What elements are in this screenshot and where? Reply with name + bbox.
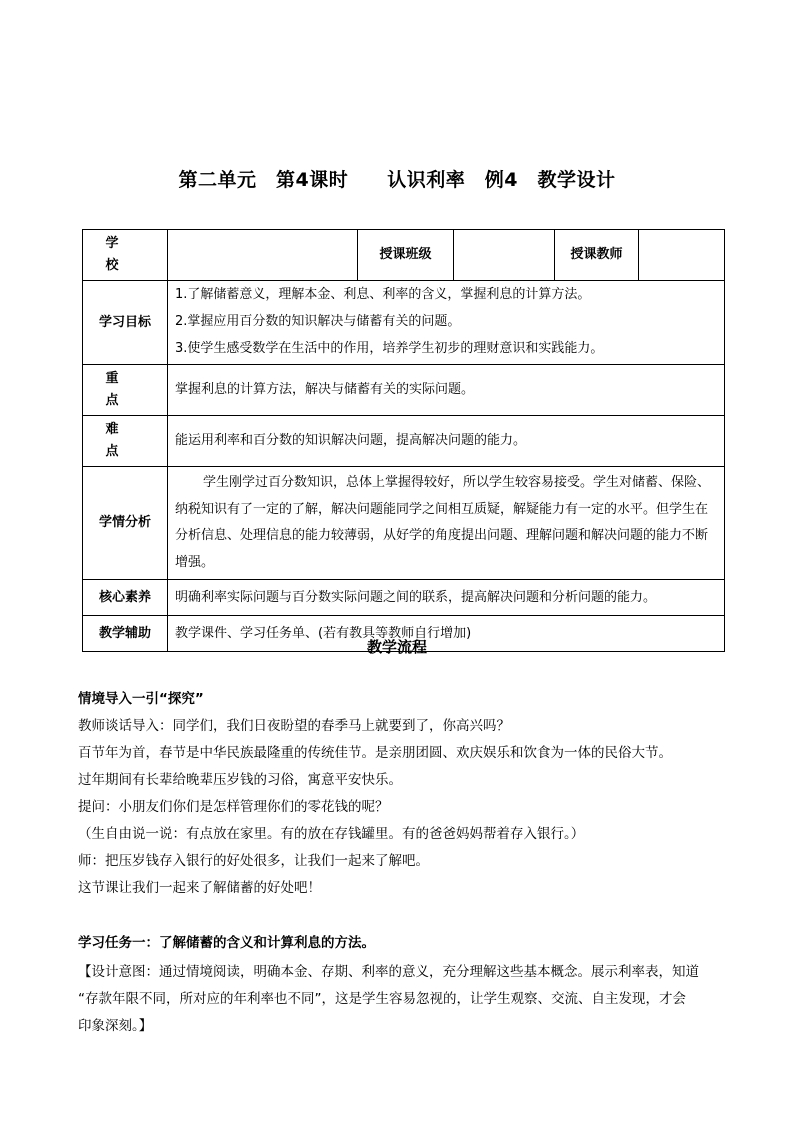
table-row-key <box>83 365 725 416</box>
intro-line: 提问：小朋友们你们是怎样管理你们的零花钱的呢？ <box>78 799 389 815</box>
objective-item: 1.了解储蓄意义，理解本金、利息、利率的含义，掌握利息的计算方法。 <box>175 287 591 302</box>
table-row-literacy <box>83 580 725 616</box>
intro-line: （生自由说一说：有点放在家里。有的放在存钱罐里。有的爸爸妈妈帮着存入银行。） <box>78 826 585 842</box>
teacher-value-cell[interactable] <box>639 230 725 281</box>
objectives-label: 学习目标 <box>83 281 168 365</box>
key-point-value: 掌握利息的计算方法，解决与储蓄有关的实际问题。 <box>168 365 725 416</box>
table-row-objectives <box>83 281 725 365</box>
task1-section <box>78 930 738 1040</box>
difficulty-label: 难点 <box>83 416 168 467</box>
aids-value: 教学课件、学习任务单、(若有教具等教师自行增加) <box>168 616 725 652</box>
process-title: 教学流程 <box>366 638 427 656</box>
table-row-difficulty <box>83 416 725 467</box>
table-row-header <box>83 230 725 281</box>
school-label: 学校 <box>83 230 168 281</box>
teacher-label: 授课教师 <box>555 230 639 281</box>
design-intent-line: “存款年限不同，所对应的年利率也不同”，这是学生容易忽视的，让学生观察、交流、自主发现，才会 <box>78 991 686 1007</box>
design-intent-line: 【设计意图：通过情境阅读，明确本金、存期、利率的意义，充分理解这些基本概念。展示利率表，知道 <box>78 964 699 980</box>
intro-line: 这节课让我们一起来了解储蓄的好处吧！ <box>78 880 321 896</box>
lesson-info-table <box>82 229 725 652</box>
task1-heading: 学习任务一：了解储蓄的含义和计算利息的方法。 <box>78 935 375 951</box>
objective-item: 2.掌握应用百分数的知识解决与储蓄有关的问题。 <box>175 314 461 329</box>
intro-line: 过年期间有长辈给晚辈压岁钱的习俗，寓意平安快乐。 <box>78 772 402 788</box>
page-title: 第二单元 第4课时 认识利率 例4 教学设计 <box>178 169 616 191</box>
school-value-cell[interactable] <box>168 230 358 281</box>
intro-line: 师：把压岁钱存入银行的好处很多，让我们一起来了解吧。 <box>78 853 429 869</box>
aids-label: 教学辅助 <box>83 616 168 652</box>
intro-section <box>78 686 738 902</box>
class-label: 授课班级 <box>358 230 454 281</box>
objectives-cell <box>168 281 725 365</box>
difficulty-value: 能运用利率和百分数的知识解决问题，提高解决问题的能力。 <box>168 416 725 467</box>
objective-item: 3.使学生感受数学在生活中的作用，培养学生初步的理财意识和实践能力。 <box>175 341 604 356</box>
analysis-label: 学情分析 <box>83 467 168 580</box>
literacy-label: 核心素养 <box>83 580 168 616</box>
intro-line: 百节年为首，春节是中华民族最隆重的传统佳节。是亲朋团圆、欢庆娱乐和饮食为一体的民俗大节。 <box>78 745 672 761</box>
intro-line: 教师谈话导入：同学们，我们日夜盼望的春季马上就要到了，你高兴吗？ <box>78 718 510 734</box>
table-row-analysis <box>83 467 725 580</box>
literacy-value: 明确利率实际问题与百分数实际问题之间的联系，提高解决问题和分析问题的能力。 <box>168 580 725 616</box>
class-value-cell[interactable] <box>454 230 555 281</box>
design-intent-line: 印象深刻。】 <box>78 1018 153 1034</box>
analysis-value: 学生刚学过百分数知识，总体上掌握得较好，所以学生较容易接受。学生对储蓄、保险、纳税知识有了一定的了解，解决问题能同学之间相互质疑，解疑能力有一定的水平。但学生在分析信息、处理信息的能力较薄弱，从好学的角度提出问题、理解问题和解决问题的能力不断增强。 <box>168 467 725 580</box>
key-point-label: 重点 <box>83 365 168 416</box>
intro-heading: 情境导入一引“探究” <box>78 691 204 707</box>
